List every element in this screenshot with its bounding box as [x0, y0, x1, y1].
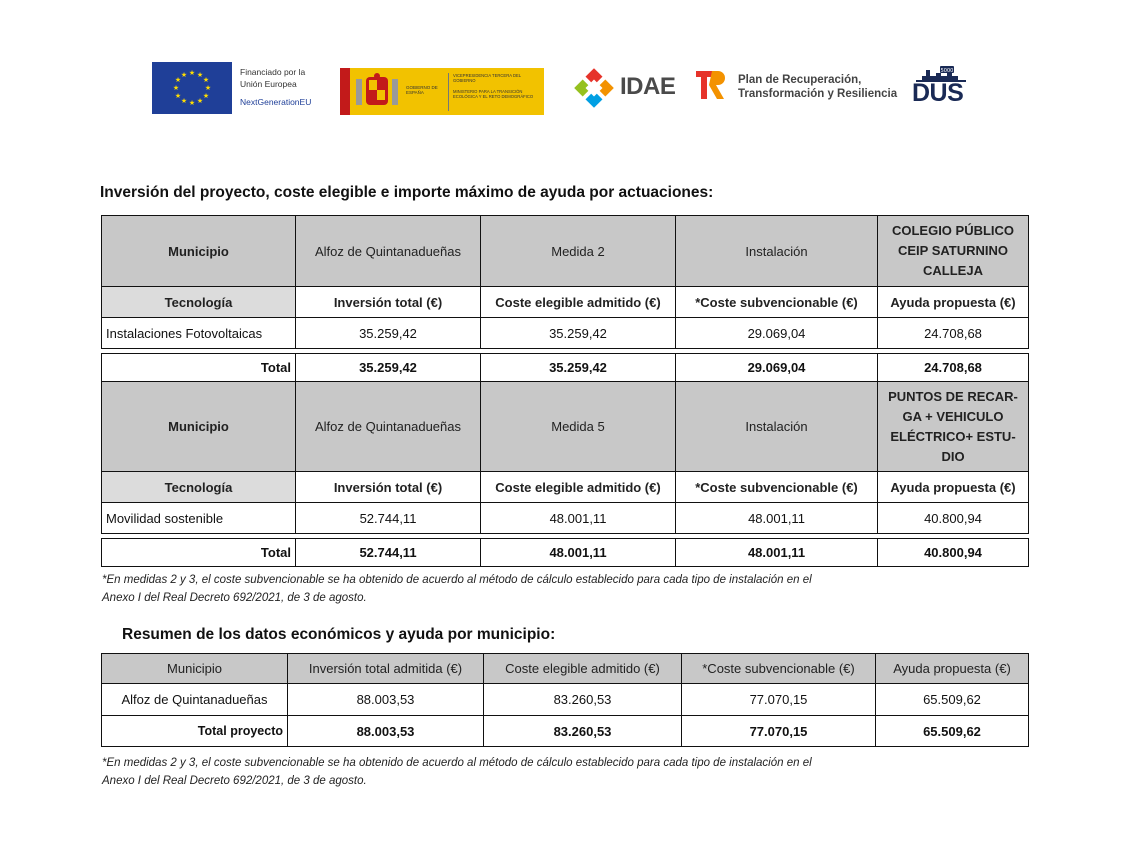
svg-text:★: ★ [202, 92, 210, 100]
total-cell: 77.070,15 [682, 716, 876, 747]
resumen-table [101, 653, 1029, 747]
value-cell: 24.708,68 [878, 318, 1029, 349]
gobierno-espana-logo [340, 68, 544, 115]
gobierno-text: GOBIERNO DE ESPAÑA [406, 85, 438, 95]
block1-column-headers [102, 287, 1029, 318]
col-header: Coste elegible admitido (€) [481, 472, 676, 503]
value-cell: 88.003,53 [288, 684, 484, 716]
dus-wordmark: DUS [912, 79, 964, 107]
instalacion-label: Instalación [676, 382, 878, 472]
block1-header-row [102, 216, 1029, 287]
total-label: Total proyecto [102, 716, 288, 747]
municipio-label: Municipio [102, 216, 296, 287]
municipio-label: Municipio [102, 382, 296, 472]
instalacion-label: Instalación [676, 216, 878, 287]
col-header: Ayuda propuesta (€) [878, 472, 1029, 503]
footnote-1 [102, 571, 1037, 607]
value-cell: 48.001,11 [676, 503, 878, 534]
value-cell: 77.070,15 [682, 684, 876, 716]
svg-text:★: ★ [188, 69, 196, 77]
ministerio-text [453, 73, 543, 99]
svg-text:★: ★ [180, 71, 188, 79]
tecnologia-cell: Instalaciones Fotovoltaicas [102, 318, 296, 349]
value-cell: 52.744,11 [296, 503, 481, 534]
svg-text:★: ★ [172, 84, 180, 92]
section2-heading: Resumen de los datos económicos y ayuda por municipio: [122, 626, 556, 643]
resumen-header-row [102, 654, 1029, 684]
value-cell: 35.259,42 [296, 318, 481, 349]
value-cell: 83.260,53 [484, 684, 682, 716]
total-row [102, 539, 1029, 567]
ministerio-name: MINISTERIO PARA LA TRANSICIÓN ECOLÓGICA Y EL RETO DEMOGRÁFICO [453, 89, 534, 99]
total-label: Total [102, 354, 296, 382]
eu-funding-text [240, 67, 311, 109]
total-row [102, 354, 1029, 382]
footnote-line: Anexo I del Real Decreto 692/2021, de 3 de agosto. [102, 775, 367, 787]
value-cell: 48.001,11 [481, 503, 676, 534]
footnote-line: Anexo I del Real Decreto 692/2021, de 3 de agosto. [102, 592, 367, 604]
value-cell: 65.509,62 [876, 684, 1029, 716]
total-cell: 40.800,94 [878, 539, 1029, 567]
tecnologia-cell: Movilidad sostenible [102, 503, 296, 534]
svg-text:★: ★ [196, 97, 204, 105]
col-header: Inversión total (€) [296, 287, 481, 318]
col-header: *Coste subvencionable (€) [676, 287, 878, 318]
col-header: Coste elegible admitido (€) [484, 654, 682, 684]
medida-value: Medida 2 [481, 216, 676, 287]
instalacion-value: COLEGIO PÚBLICO CEIP SATURNINO CALLEJA [878, 216, 1029, 287]
total-cell: 48.001,11 [676, 539, 878, 567]
block2-header-row [102, 382, 1029, 472]
total-cell: 29.069,04 [676, 354, 878, 382]
table-row [102, 684, 1029, 716]
col-header: Tecnología [102, 472, 296, 503]
eu-flag-logo [152, 62, 232, 114]
total-cell: 88.003,53 [288, 716, 484, 747]
total-cell: 52.744,11 [296, 539, 481, 567]
flag-stripe [340, 68, 350, 115]
col-header: Ayuda propuesta (€) [878, 287, 1029, 318]
vicepresidencia-text: VICEPRESIDENCIA TERCERA DEL GOBIERNO [453, 73, 521, 83]
svg-text:★: ★ [174, 92, 182, 100]
block2-column-headers [102, 472, 1029, 503]
value-cell: 35.259,42 [481, 318, 676, 349]
table-row [102, 318, 1029, 349]
total-label: Total [102, 539, 296, 567]
dus-badge-text: 5000 [940, 68, 954, 74]
eu-line-1: Financiado por la [240, 67, 306, 77]
prtr-wordmark [738, 74, 897, 101]
col-header: Municipio [102, 654, 288, 684]
logo-divider [448, 73, 449, 111]
total-row [102, 716, 1029, 747]
municipio-value: Alfoz de Quintanadueñas [296, 216, 481, 287]
svg-text:★: ★ [196, 71, 204, 79]
col-header: Ayuda propuesta (€) [876, 654, 1029, 684]
table-row [102, 503, 1029, 534]
total-cell: 83.260,53 [484, 716, 682, 747]
footnote-line: *En medidas 2 y 3, el coste subvencionable se ha obtenido de acuerdo al método de cálculo establecido para cada tipo de instalación en el [102, 757, 812, 769]
eu-line-3: NextGenerationEU [240, 97, 312, 107]
prtr-logo-icon [694, 69, 730, 101]
instalacion-value: PUNTOS DE RECAR-GA + VEHICULO ELÉCTRICO+ ESTU-DIO [878, 382, 1029, 472]
value-cell: 40.800,94 [878, 503, 1029, 534]
svg-text:★: ★ [202, 76, 210, 84]
col-header: Inversión total admitida (€) [288, 654, 484, 684]
municipio-cell: Alfoz de Quintanadueñas [102, 684, 288, 716]
col-header: Tecnología [102, 287, 296, 318]
total-cell: 35.259,42 [296, 354, 481, 382]
col-header: Coste elegible admitido (€) [481, 287, 676, 318]
total-cell: 24.708,68 [878, 354, 1029, 382]
eu-line-2: Unión Europea [240, 78, 297, 89]
prtr-line-2: Transformación y Resiliencia [738, 87, 898, 100]
actuaciones-table [101, 215, 1029, 567]
idae-wordmark: IDAE [620, 73, 676, 100]
footnote-2 [102, 754, 1037, 790]
total-cell: 48.001,11 [481, 539, 676, 567]
footnote-line: *En medidas 2 y 3, el coste subvencionable se ha obtenido de acuerdo al método de cálculo establecido para cada tipo de instalación en el [102, 574, 812, 586]
svg-text:★: ★ [204, 84, 212, 92]
coat-of-arms-icon [352, 71, 404, 112]
municipio-value: Alfoz de Quintanadueñas [296, 382, 481, 472]
total-cell: 35.259,42 [481, 354, 676, 382]
col-header: *Coste subvencionable (€) [676, 472, 878, 503]
svg-text:★: ★ [174, 76, 182, 84]
total-cell: 65.509,62 [876, 716, 1029, 747]
col-header: Inversión total (€) [296, 472, 481, 503]
col-header: *Coste subvencionable (€) [682, 654, 876, 684]
section1-heading: Inversión del proyecto, coste elegible e importe máximo de ayuda por actuaciones: [100, 184, 714, 201]
svg-text:★: ★ [188, 99, 196, 107]
value-cell: 29.069,04 [676, 318, 878, 349]
svg-text:★: ★ [180, 97, 188, 105]
medida-value: Medida 5 [481, 382, 676, 472]
prtr-line-1: Plan de Recuperación, [738, 74, 862, 86]
